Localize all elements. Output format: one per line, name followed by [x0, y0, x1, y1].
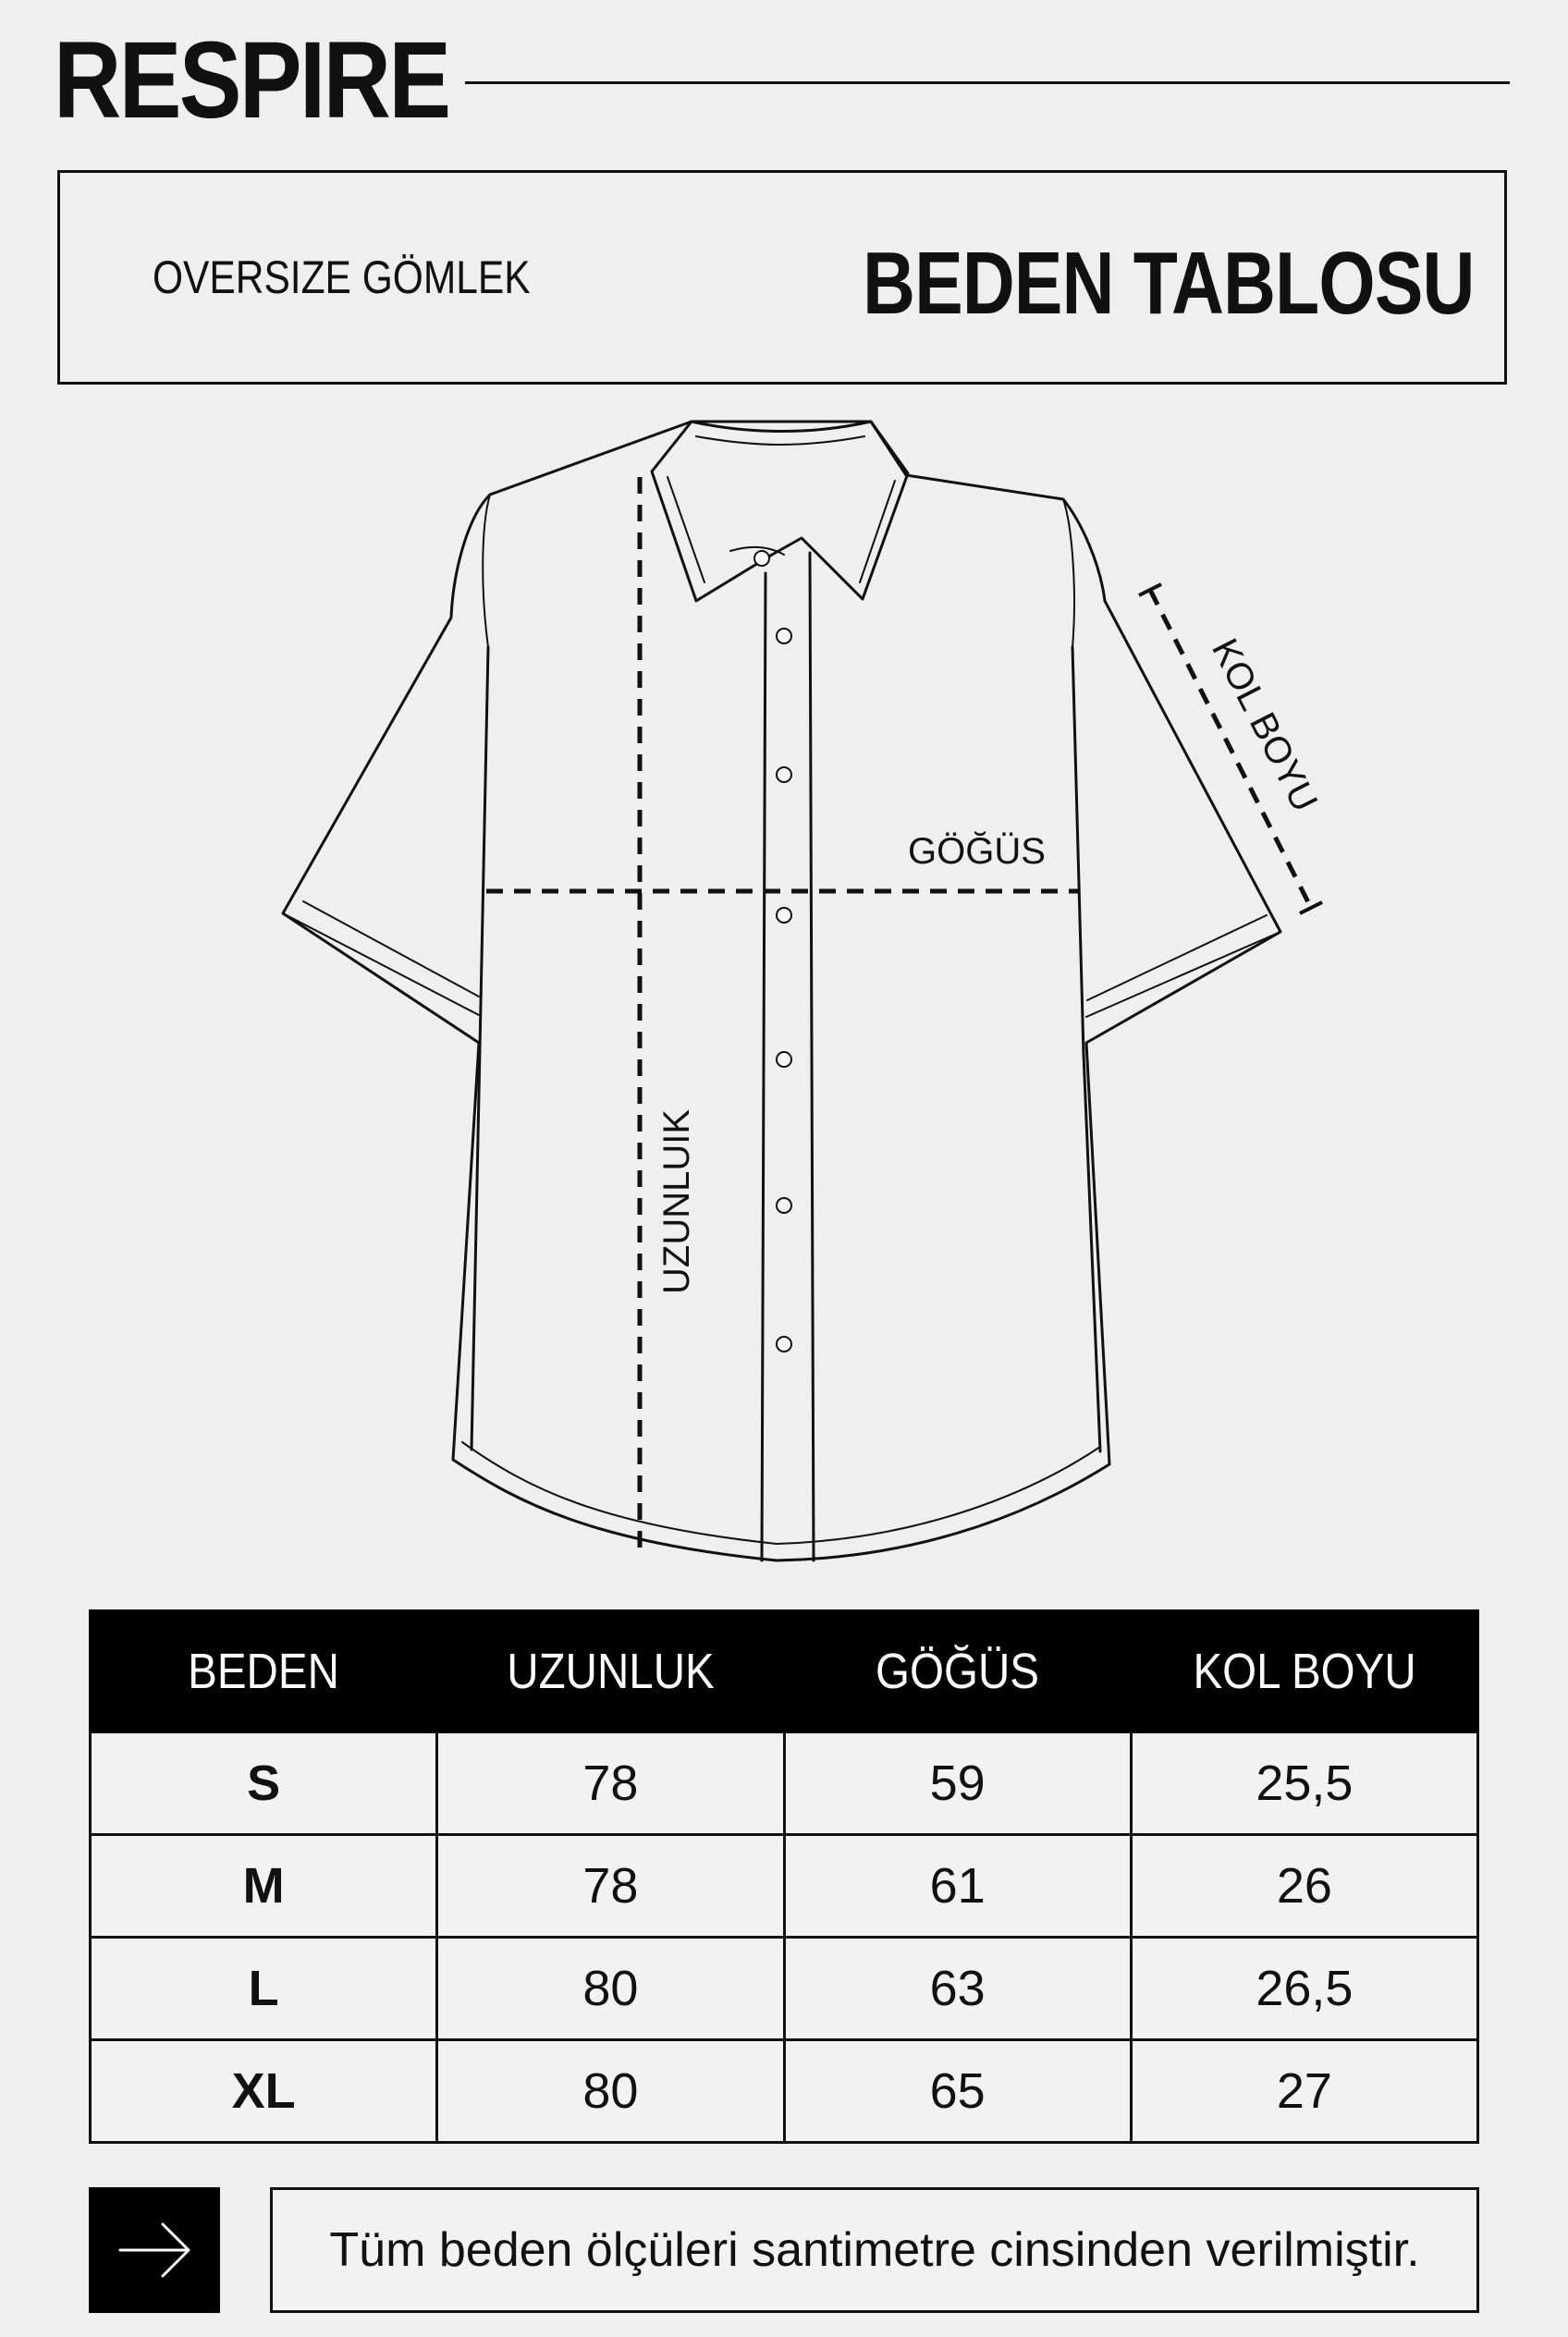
shirt-button	[777, 908, 791, 923]
chest-label: GÖĞÜS	[908, 831, 1046, 872]
shirt-button	[777, 1198, 791, 1213]
shirt-button	[777, 629, 791, 643]
size-table	[89, 1609, 1479, 2144]
table-row	[91, 1938, 1478, 2040]
length-cell: 80	[437, 2040, 784, 2143]
shirt-button	[754, 551, 769, 566]
shirt-button	[777, 1337, 791, 1352]
sleeve-cell: 26	[1131, 1835, 1477, 1938]
chest-cell: 59	[784, 1732, 1131, 1835]
column-header: BEDEN	[91, 1611, 437, 1732]
sleeve-cell: 25,5	[1131, 1732, 1477, 1835]
table-header-row	[91, 1611, 1478, 1732]
column-header: KOL BOYU	[1131, 1611, 1477, 1732]
shirt-button	[777, 1052, 791, 1067]
length-cell: 78	[437, 1835, 784, 1938]
measurement-note	[270, 2187, 1479, 2313]
length-cell: 80	[437, 1938, 784, 2040]
length-label: UZUNLUIK	[656, 1108, 697, 1294]
size-cell: M	[91, 1835, 437, 1938]
table-row	[91, 1835, 1478, 1938]
chest-cell: 61	[784, 1835, 1131, 1938]
chest-cell: 65	[784, 2040, 1131, 2143]
arrow-right-icon	[89, 2187, 220, 2313]
page-title: BEDEN TABLOSU	[863, 234, 1475, 333]
product-subtitle: OVERSIZE GÖMLEK	[153, 251, 531, 303]
sleeve-cell: 27	[1131, 2040, 1477, 2143]
chest-cell: 63	[784, 1938, 1131, 2040]
table-row	[91, 2040, 1478, 2143]
brand-logo: RESPIRE	[54, 19, 449, 141]
column-header: GÖĞÜS	[784, 1611, 1131, 1732]
size-cell: S	[91, 1732, 437, 1835]
arrow-badge	[89, 2187, 220, 2313]
sleeve-label: KOL BOYU	[1203, 632, 1326, 818]
size-cell: L	[91, 1938, 437, 2040]
sleeve-cell: 26,5	[1131, 1938, 1477, 2040]
size-cell: XL	[91, 2040, 437, 2143]
note-text: Tüm beden ölçüleri santimetre cinsinden verilmiştir.	[329, 2223, 1420, 2277]
shirt-button	[777, 767, 791, 782]
column-header: UZUNLUK	[437, 1611, 784, 1732]
length-cell: 78	[437, 1732, 784, 1835]
shirt-collar	[652, 422, 908, 601]
table-row	[91, 1732, 1478, 1835]
